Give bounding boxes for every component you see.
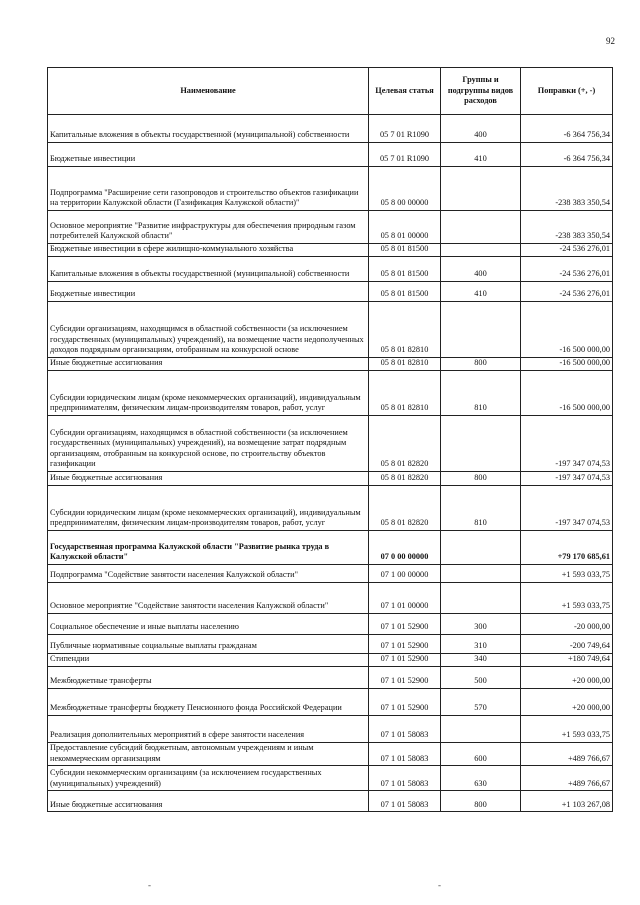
row-amount: -200 749,64 xyxy=(521,635,613,654)
row-target-code: 05 8 01 82810 xyxy=(369,302,441,358)
table-header-row xyxy=(48,68,613,115)
table-row xyxy=(48,211,613,244)
row-expense-group: 410 xyxy=(441,143,521,167)
row-target-code: 05 8 01 82810 xyxy=(369,371,441,416)
table-row xyxy=(48,282,613,302)
row-name: Капитальные вложения в объекты государственной (муниципальной) собственности xyxy=(48,115,369,143)
row-target-code: 05 8 01 81500 xyxy=(369,244,441,257)
row-amount: +1 593 033,75 xyxy=(521,716,613,743)
row-amount: -238 383 350,54 xyxy=(521,211,613,244)
table-body xyxy=(48,115,613,812)
row-expense-group: 810 xyxy=(441,486,521,531)
row-name: Субсидии организациям, находящимся в областной собственности (за исключением государственных (муниципальных) учреждений), на возмещение затрат подрядным организациям, отобранным на конкурсной основе, по строительству объектов газификации xyxy=(48,416,369,472)
row-amount: -24 536 276,01 xyxy=(521,257,613,282)
row-target-code: 07 1 01 52900 xyxy=(369,654,441,667)
row-expense-group: 570 xyxy=(441,689,521,716)
header-group: Группы и подгруппы видов расходов xyxy=(441,68,521,115)
table-row xyxy=(48,371,613,416)
row-target-code: 05 7 01 R1090 xyxy=(369,115,441,143)
row-name: Государственная программа Калужской области "Развитие рынка труда в Калужской области" xyxy=(48,531,369,565)
row-expense-group xyxy=(441,531,521,565)
page-number: 92 xyxy=(606,36,615,46)
table-row xyxy=(48,667,613,689)
row-name: Бюджетные инвестиции в сфере жилищно-коммунального хозяйства xyxy=(48,244,369,257)
row-name: Субсидии организациям, находящимся в областной собственности (за исключением государственных (муниципальных) учреждений), на возмещение части недополученных доходов подрядным организациям, отобранным на конкурсной основе xyxy=(48,302,369,358)
row-name: Предоставление субсидий бюджетным, автономным учреждениям и иным некоммерческим организациям xyxy=(48,743,369,766)
row-amount: -6 364 756,34 xyxy=(521,143,613,167)
table-row xyxy=(48,531,613,565)
row-name: Иные бюджетные ассигнования xyxy=(48,358,369,371)
table-row xyxy=(48,257,613,282)
table-row xyxy=(48,654,613,667)
row-name: Социальное обеспечение и иные выплаты населению xyxy=(48,614,369,635)
row-expense-group: 400 xyxy=(441,257,521,282)
row-expense-group xyxy=(441,211,521,244)
row-target-code: 05 8 01 82820 xyxy=(369,472,441,486)
header-name: Наименование xyxy=(48,68,369,115)
row-expense-group: 800 xyxy=(441,791,521,812)
header-code: Целевая статья xyxy=(369,68,441,115)
row-expense-group xyxy=(441,583,521,614)
row-target-code: 05 8 01 00000 xyxy=(369,211,441,244)
row-target-code: 05 7 01 R1090 xyxy=(369,143,441,167)
row-amount: -16 500 000,00 xyxy=(521,302,613,358)
table-row xyxy=(48,743,613,766)
row-target-code: 05 8 00 00000 xyxy=(369,167,441,211)
row-amount: +1 593 033,75 xyxy=(521,583,613,614)
table-row xyxy=(48,635,613,654)
table-row xyxy=(48,115,613,143)
row-expense-group xyxy=(441,244,521,257)
row-expense-group: 410 xyxy=(441,282,521,302)
footer-mark-right: - xyxy=(438,880,441,890)
table-row xyxy=(48,143,613,167)
row-target-code: 05 8 01 81500 xyxy=(369,257,441,282)
row-target-code: 07 1 01 52900 xyxy=(369,614,441,635)
row-target-code: 07 1 01 52900 xyxy=(369,635,441,654)
row-target-code: 05 8 01 82820 xyxy=(369,486,441,531)
row-target-code: 07 1 01 58083 xyxy=(369,716,441,743)
row-expense-group: 400 xyxy=(441,115,521,143)
row-name: Основное мероприятие "Развитие инфраструктуры для обеспечения природным газом потребителей Калужской области" xyxy=(48,211,369,244)
table-row xyxy=(48,244,613,257)
row-target-code: 07 1 00 00000 xyxy=(369,565,441,583)
row-name: Межбюджетные трансферты xyxy=(48,667,369,689)
row-amount: -6 364 756,34 xyxy=(521,115,613,143)
row-name: Субсидии юридическим лицам (кроме некоммерческих организаций), индивидуальным предпринимателям, физическим лицам-производителям товаров, работ, услуг xyxy=(48,371,369,416)
row-name: Капитальные вложения в объекты государственной (муниципальной) собственности xyxy=(48,257,369,282)
row-amount: +489 766,67 xyxy=(521,766,613,791)
row-expense-group xyxy=(441,416,521,472)
row-amount: -24 536 276,01 xyxy=(521,244,613,257)
row-name: Стипендии xyxy=(48,654,369,667)
row-name: Основное мероприятие "Содействие занятости населения Калужской области" xyxy=(48,583,369,614)
row-target-code: 05 8 01 81500 xyxy=(369,282,441,302)
row-name: Межбюджетные трансферты бюджету Пенсионного фонда Российской Федерации xyxy=(48,689,369,716)
row-name: Иные бюджетные ассигнования xyxy=(48,472,369,486)
table-row xyxy=(48,689,613,716)
row-amount: -20 000,00 xyxy=(521,614,613,635)
table-row xyxy=(48,472,613,486)
row-name: Подпрограмма "Содействие занятости населения Калужской области" xyxy=(48,565,369,583)
row-amount: +20 000,00 xyxy=(521,689,613,716)
table-row xyxy=(48,766,613,791)
table-row xyxy=(48,416,613,472)
table-row xyxy=(48,565,613,583)
table-row xyxy=(48,302,613,358)
row-target-code: 05 8 01 82820 xyxy=(369,416,441,472)
row-expense-group: 340 xyxy=(441,654,521,667)
row-target-code: 07 1 01 52900 xyxy=(369,689,441,716)
row-name: Субсидии некоммерческим организациям (за исключением государственных (муниципальных) учреждений) xyxy=(48,766,369,791)
row-amount: +489 766,67 xyxy=(521,743,613,766)
row-amount: -16 500 000,00 xyxy=(521,371,613,416)
row-expense-group xyxy=(441,167,521,211)
row-expense-group: 300 xyxy=(441,614,521,635)
row-amount: +1 593 033,75 xyxy=(521,565,613,583)
row-target-code: 07 1 01 58083 xyxy=(369,791,441,812)
row-amount: +180 749,64 xyxy=(521,654,613,667)
row-expense-group: 500 xyxy=(441,667,521,689)
row-expense-group: 800 xyxy=(441,358,521,371)
row-name: Подпрограмма "Расширение сети газопроводов и строительство объектов газификации на территории Калужской области (Газификация Калужской области)" xyxy=(48,167,369,211)
table-row xyxy=(48,614,613,635)
row-amount: -197 347 074,53 xyxy=(521,472,613,486)
budget-table xyxy=(47,67,613,812)
table-row xyxy=(48,358,613,371)
row-target-code: 07 1 01 58083 xyxy=(369,766,441,791)
row-name: Бюджетные инвестиции xyxy=(48,143,369,167)
table-row xyxy=(48,791,613,812)
row-name: Публичные нормативные социальные выплаты гражданам xyxy=(48,635,369,654)
footer-mark-left: - xyxy=(148,880,151,890)
row-target-code: 07 1 01 52900 xyxy=(369,667,441,689)
row-expense-group: 800 xyxy=(441,472,521,486)
row-amount: -238 383 350,54 xyxy=(521,167,613,211)
row-amount: +1 103 267,08 xyxy=(521,791,613,812)
row-amount: -16 500 000,00 xyxy=(521,358,613,371)
row-name: Реализация дополнительных мероприятий в сфере занятости населения xyxy=(48,716,369,743)
row-expense-group: 600 xyxy=(441,743,521,766)
row-expense-group xyxy=(441,716,521,743)
table-row xyxy=(48,716,613,743)
row-expense-group: 630 xyxy=(441,766,521,791)
row-amount: +79 170 685,61 xyxy=(521,531,613,565)
header-amount: Поправки (+, -) xyxy=(521,68,613,115)
row-amount: -197 347 074,53 xyxy=(521,486,613,531)
row-expense-group: 810 xyxy=(441,371,521,416)
row-amount: -197 347 074,53 xyxy=(521,416,613,472)
row-name: Иные бюджетные ассигнования xyxy=(48,791,369,812)
row-target-code: 07 0 00 00000 xyxy=(369,531,441,565)
table-row xyxy=(48,486,613,531)
row-amount: +20 000,00 xyxy=(521,667,613,689)
table-row xyxy=(48,583,613,614)
row-expense-group xyxy=(441,302,521,358)
row-target-code: 07 1 01 58083 xyxy=(369,743,441,766)
row-name: Субсидии юридическим лицам (кроме некоммерческих организаций), индивидуальным предпринимателям, физическим лицам-производителям товаров, работ, услуг xyxy=(48,486,369,531)
row-target-code: 05 8 01 82810 xyxy=(369,358,441,371)
row-target-code: 07 1 01 00000 xyxy=(369,583,441,614)
row-name: Бюджетные инвестиции xyxy=(48,282,369,302)
row-expense-group xyxy=(441,565,521,583)
row-expense-group: 310 xyxy=(441,635,521,654)
table-row xyxy=(48,167,613,211)
row-amount: -24 536 276,01 xyxy=(521,282,613,302)
